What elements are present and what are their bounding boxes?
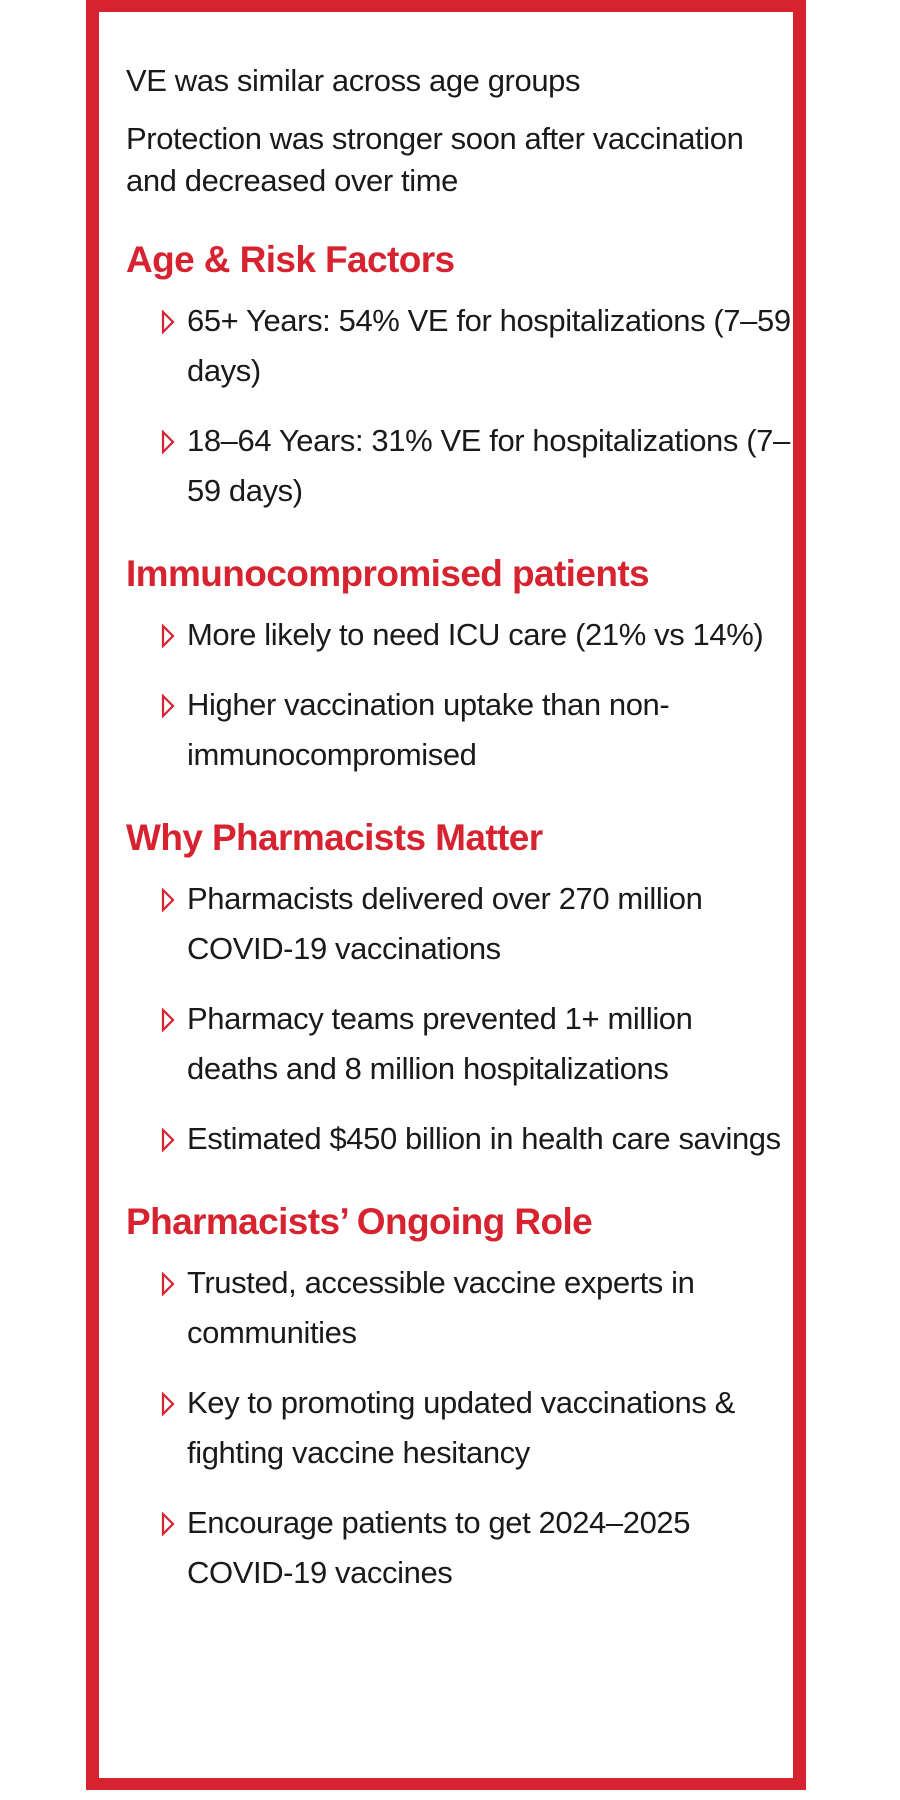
list-item-text: 65+ Years: 54% VE for hospitalizations (7–59 days) xyxy=(187,303,791,388)
section-age-risk-factors xyxy=(126,238,791,516)
list-item xyxy=(126,1114,791,1164)
list-item-text: Trusted, accessible vaccine experts in communities xyxy=(187,1265,695,1350)
list-item xyxy=(126,296,791,396)
list-item xyxy=(126,680,791,780)
bullet-list xyxy=(126,1258,791,1598)
triangle-right-icon xyxy=(161,1392,175,1416)
intro-line: VE was similar across age groups xyxy=(126,63,581,98)
list-item-text: Encourage patients to get 2024–2025 COVID-19 vaccines xyxy=(187,1505,691,1590)
section-heading: Pharmacists’ Ongoing Role xyxy=(126,1201,593,1242)
triangle-right-icon xyxy=(161,310,175,334)
section-pharmacists-ongoing-role xyxy=(126,1200,791,1598)
section-heading: Age & Risk Factors xyxy=(126,239,455,280)
list-item xyxy=(126,1498,791,1598)
triangle-right-icon xyxy=(161,624,175,648)
list-item xyxy=(126,416,791,516)
intro-line: Protection was stronger soon after vaccination and decreased over time xyxy=(126,121,744,198)
section-why-pharmacists-matter xyxy=(126,816,791,1164)
list-item-text: Pharmacists delivered over 270 million COVID-19 vaccinations xyxy=(187,881,703,966)
bullet-list xyxy=(126,874,791,1164)
triangle-right-icon xyxy=(161,694,175,718)
list-item-text: Higher vaccination uptake than non-immunocompromised xyxy=(187,687,670,772)
list-item-text: Estimated $450 billion in health care savings xyxy=(187,1121,781,1156)
list-item-text: More likely to need ICU care (21% vs 14%) xyxy=(187,617,764,652)
triangle-right-icon xyxy=(161,1008,175,1032)
list-item-text: 18–64 Years: 31% VE for hospitalizations (7–59 days) xyxy=(187,423,790,508)
bullet-list xyxy=(126,296,791,516)
section-immunocompromised xyxy=(126,552,791,780)
list-item xyxy=(126,874,791,974)
section-heading: Immunocompromised patients xyxy=(126,553,650,594)
triangle-right-icon xyxy=(161,1272,175,1296)
info-panel xyxy=(86,0,806,1790)
list-item-text: Pharmacy teams prevented 1+ million deaths and 8 million hospitalizations xyxy=(187,1001,693,1086)
list-item xyxy=(126,1378,791,1478)
list-item xyxy=(126,1258,791,1358)
section-heading: Why Pharmacists Matter xyxy=(126,817,543,858)
list-item-text: Key to promoting updated vaccinations & fighting vaccine hesitancy xyxy=(187,1385,735,1470)
triangle-right-icon xyxy=(161,1512,175,1536)
triangle-right-icon xyxy=(161,1128,175,1152)
list-item xyxy=(126,994,791,1094)
triangle-right-icon xyxy=(161,888,175,912)
triangle-right-icon xyxy=(161,430,175,454)
list-item xyxy=(126,610,791,660)
panel-content xyxy=(126,60,791,1598)
bullet-list xyxy=(126,610,791,780)
